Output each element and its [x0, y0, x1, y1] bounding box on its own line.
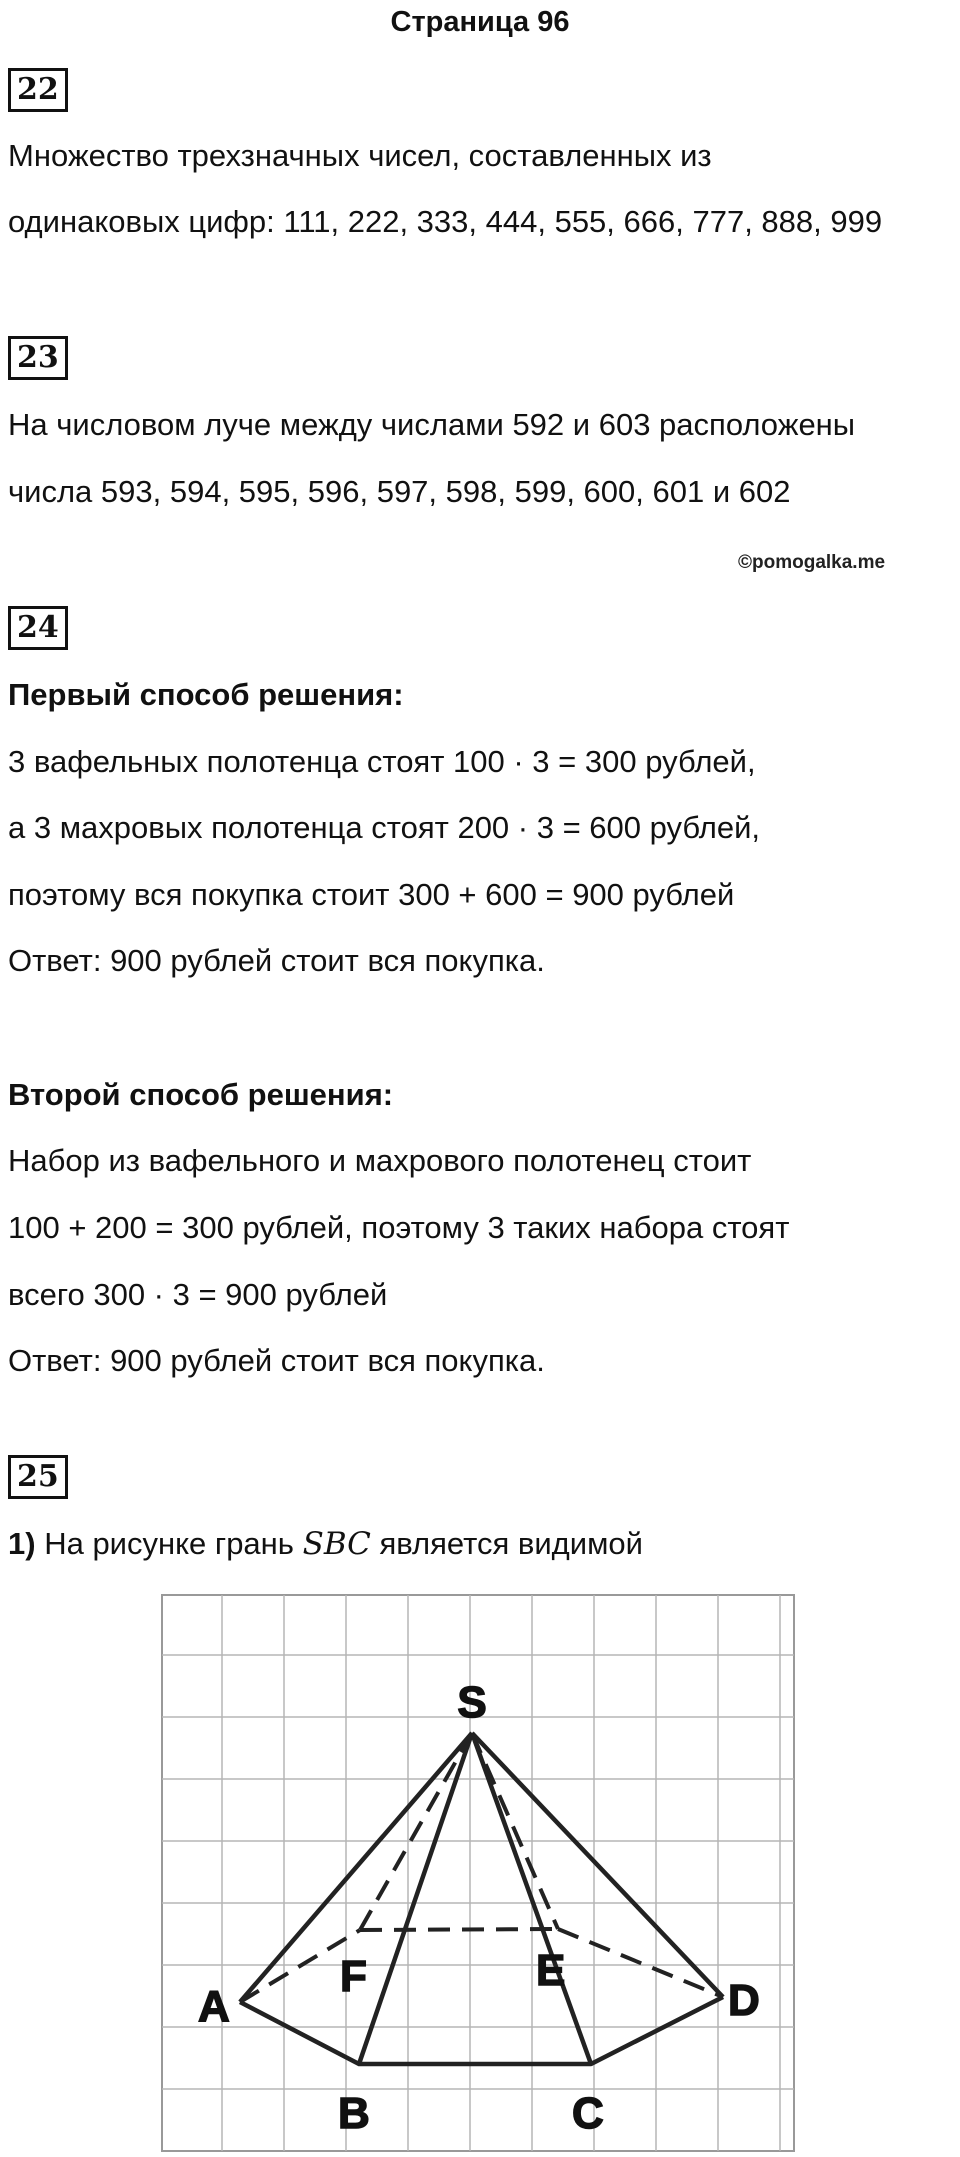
vertex-label-c: C	[572, 2089, 604, 2138]
task-23-line-1: На числовом луче между числами 592 и 603 расположены	[8, 407, 856, 442]
task-25-item-1	[8, 1524, 643, 1564]
hidden-edges	[240, 1733, 723, 2002]
vertex-label-a: A	[198, 1982, 230, 2031]
task-number-24: 24	[8, 606, 68, 650]
task-24-method-2-line-2: 100 + 200 = 300 рублей, поэтому 3 таких набора стоят	[8, 1210, 790, 1245]
item-label: 1)	[8, 1526, 36, 1561]
task-24-method-2-line-3: всего 300 · 3 = 900 рублей	[8, 1277, 388, 1312]
face-name: SBC	[302, 1526, 371, 1562]
task-24-method-1-title: Первый способ решения:	[8, 677, 404, 712]
visible-edges	[240, 1733, 723, 2064]
task-number-22: 22	[8, 68, 68, 112]
vertex-label-s: S	[457, 1678, 487, 1727]
task-25-text-after: является видимой	[379, 1526, 643, 1561]
task-22-line-2: одинаковых цифр: 111, 222, 333, 444, 555, 666, 777, 888, 999	[8, 204, 883, 239]
task-23-line-2: числа 593, 594, 595, 596, 597, 598, 599, 600, 601 и 602	[8, 474, 791, 509]
vertex-label-b: B	[338, 2089, 370, 2138]
task-number-25: 25	[8, 1455, 68, 1499]
watermark: ©pomogalka.me	[738, 552, 886, 573]
task-24-method-1-line-2: а 3 махровых полотенца стоят 200 · 3 = 600 рублей,	[8, 810, 760, 845]
task-25-text-before: На рисунке грань	[44, 1526, 294, 1561]
task-22-line-1: Множество трехзначных чисел, составленных из	[8, 138, 712, 173]
task-24-method-1-answer: Ответ: 900 рублей стоит вся покупка.	[8, 943, 545, 978]
vertex-label-e: E	[536, 1946, 566, 1995]
task-24-method-2-answer: Ответ: 900 рублей стоит вся покупка.	[8, 1343, 545, 1378]
pyramid-figure	[160, 1593, 800, 2157]
task-24-method-2-title: Второй способ решения:	[8, 1077, 394, 1112]
page-title: Страница 96	[390, 6, 570, 38]
task-number-23: 23	[8, 336, 68, 380]
task-24-method-2-line-1: Набор из вафельного и махрового полотенец стоит	[8, 1143, 752, 1178]
task-24-method-1-line-3: поэтому вся покупка стоит 300 + 600 = 900 рублей	[8, 877, 735, 912]
vertex-label-d: D	[728, 1976, 760, 2025]
task-24-method-1-line-1: 3 вафельных полотенца стоят 100 · 3 = 300 рублей,	[8, 744, 756, 779]
vertex-label-f: F	[340, 1952, 367, 2001]
